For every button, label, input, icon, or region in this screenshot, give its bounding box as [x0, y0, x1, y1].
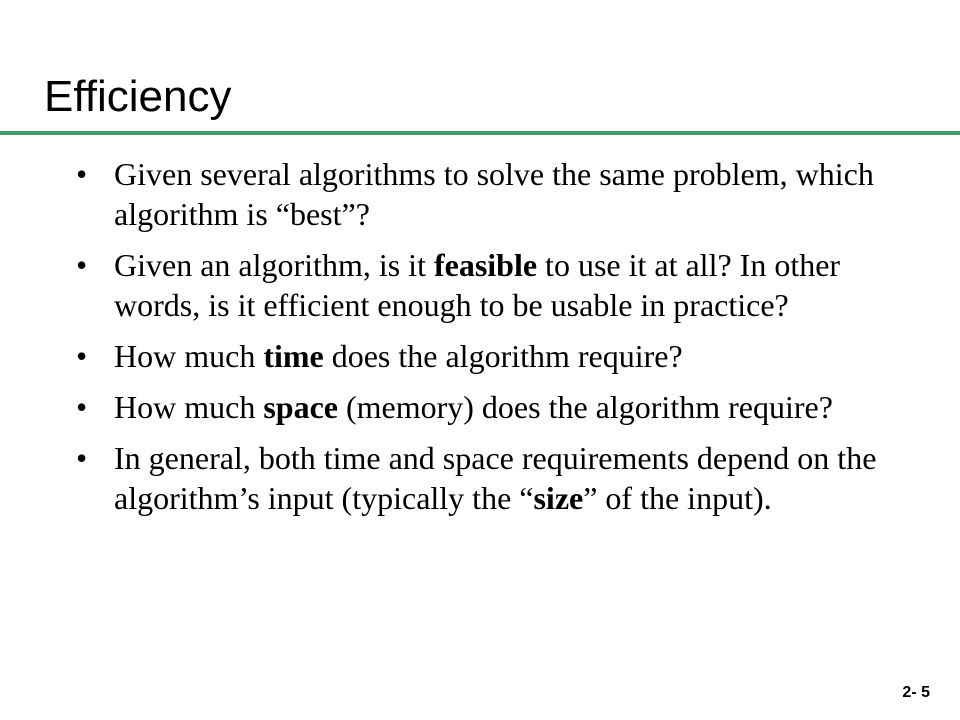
title-divider	[0, 131, 960, 135]
bullet-text	[114, 338, 683, 374]
bullet-dot-icon: •	[76, 338, 88, 374]
bullet-item	[72, 438, 892, 518]
slide-title: Efficiency	[44, 72, 232, 121]
bullet-dot-icon: •	[76, 440, 88, 476]
bullet-text	[114, 247, 840, 323]
bullet-dot-icon: •	[76, 247, 88, 283]
bullet-emphasis: space	[263, 389, 338, 425]
bullet-item	[72, 154, 892, 234]
bullet-emphasis: time	[263, 338, 324, 374]
bullet-text-segment: ” of the input).	[583, 480, 772, 516]
bullet-emphasis: size	[533, 480, 584, 516]
bullet-text-segment: to use it at all? In other words, is it efficient enough to be usable in practice?	[114, 247, 841, 323]
bullet-text	[114, 440, 876, 516]
bullet-item	[72, 245, 892, 325]
bullet-text-segment: How much	[114, 338, 264, 374]
bullet-item	[72, 336, 892, 376]
bullet-text	[114, 389, 833, 425]
bullet-text-segment: Given several algorithms to solve the same problem, which algorithm is “best”?	[114, 156, 874, 232]
bullet-item	[72, 387, 892, 427]
bullet-text	[114, 156, 874, 232]
bullet-text-segment: How much	[114, 389, 264, 425]
bullet-emphasis: feasible	[433, 247, 538, 283]
bullet-dot-icon: •	[76, 389, 88, 425]
bullet-text-segment: (memory) does the algorithm require?	[337, 389, 833, 425]
bullet-list	[72, 154, 892, 529]
bullet-text-segment: does the algorithm require?	[323, 338, 683, 374]
bullet-text-segment: In general, both time and space requirements depend on the algorithm’s input (typically the “	[114, 440, 877, 516]
page-number: 2- 5	[902, 684, 930, 701]
bullet-dot-icon: •	[76, 156, 88, 192]
bullet-text-segment: Given an algorithm, is it	[114, 247, 434, 283]
